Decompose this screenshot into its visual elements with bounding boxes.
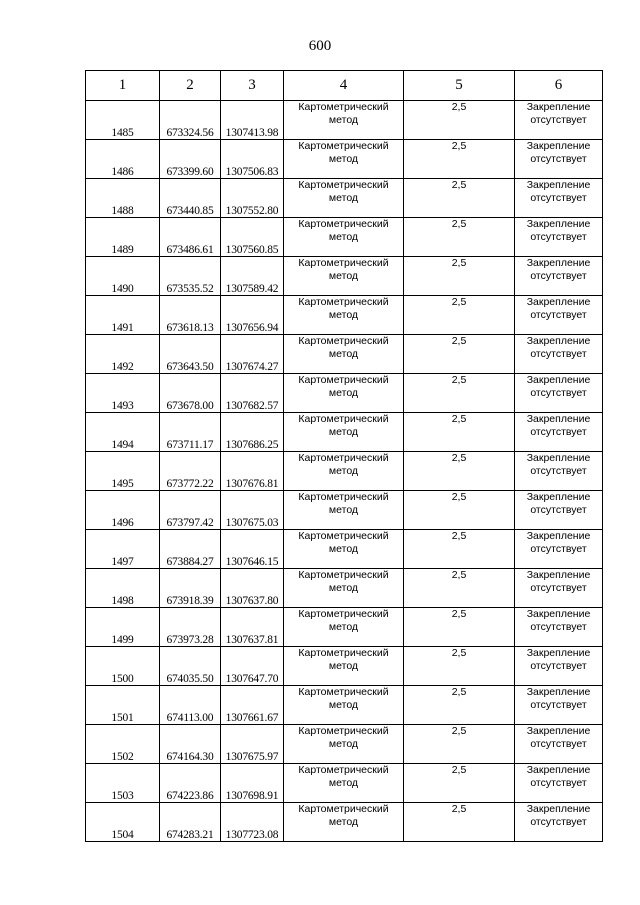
- determination-method: [284, 179, 404, 218]
- determination-method: [284, 335, 404, 374]
- method-line-2: метод: [328, 270, 359, 282]
- determination-method: [284, 803, 404, 842]
- fixing-line-1: Закрепление: [526, 530, 591, 542]
- coordinate-y: 1307637.81: [221, 608, 284, 647]
- method-line-1: Картометрический: [298, 686, 389, 698]
- coordinate-y: 1307506.83: [221, 140, 284, 179]
- point-number: 1504: [86, 803, 160, 842]
- column-header-3: 3: [221, 71, 284, 101]
- fixing-line-2: отсутствует: [530, 153, 587, 165]
- table-row: [86, 725, 603, 764]
- determination-method: [284, 647, 404, 686]
- coordinate-x: 673711.17: [160, 413, 221, 452]
- point-number: 1495: [86, 452, 160, 491]
- coordinate-y: 1307413.98: [221, 101, 284, 140]
- point-fixing: [515, 608, 603, 647]
- point-number: 1497: [86, 530, 160, 569]
- coordinate-y: 1307637.80: [221, 569, 284, 608]
- accuracy-value: 2,5: [404, 296, 515, 335]
- coordinate-x: 673535.52: [160, 257, 221, 296]
- fixing-line-2: отсутствует: [530, 660, 587, 672]
- table-row: [86, 764, 603, 803]
- coordinate-x: 673618.13: [160, 296, 221, 335]
- fixing-line-2: отсутствует: [530, 270, 587, 282]
- point-number: 1499: [86, 608, 160, 647]
- fixing-line-1: Закрепление: [526, 803, 591, 815]
- accuracy-value: 2,5: [404, 647, 515, 686]
- method-line-2: метод: [328, 309, 359, 321]
- point-fixing: [515, 803, 603, 842]
- method-line-2: метод: [328, 504, 359, 516]
- determination-method: [284, 296, 404, 335]
- point-fixing: [515, 491, 603, 530]
- determination-method: [284, 218, 404, 257]
- point-fixing: [515, 764, 603, 803]
- coordinate-y: 1307560.85: [221, 218, 284, 257]
- column-header-1: 1: [86, 71, 160, 101]
- fixing-line-2: отсутствует: [530, 387, 587, 399]
- point-fixing: [515, 686, 603, 725]
- method-line-2: метод: [328, 153, 359, 165]
- method-line-2: метод: [328, 816, 359, 828]
- fixing-line-2: отсутствует: [530, 348, 587, 360]
- point-fixing: [515, 413, 603, 452]
- determination-method: [284, 140, 404, 179]
- method-line-2: метод: [328, 621, 359, 633]
- method-line-2: метод: [328, 387, 359, 399]
- point-fixing: [515, 647, 603, 686]
- fixing-line-2: отсутствует: [530, 582, 587, 594]
- point-number: 1486: [86, 140, 160, 179]
- accuracy-value: 2,5: [404, 569, 515, 608]
- point-number: 1500: [86, 647, 160, 686]
- point-number: 1488: [86, 179, 160, 218]
- coordinate-y: 1307676.81: [221, 452, 284, 491]
- method-line-1: Картометрический: [298, 413, 389, 425]
- fixing-line-2: отсутствует: [530, 504, 587, 516]
- table-row: [86, 530, 603, 569]
- coordinate-x: 674223.86: [160, 764, 221, 803]
- table-row: [86, 374, 603, 413]
- coordinate-x: 673440.85: [160, 179, 221, 218]
- table-header-row: [86, 71, 603, 101]
- fixing-line-1: Закрепление: [526, 647, 591, 659]
- coordinate-y: 1307686.25: [221, 413, 284, 452]
- page-number: 600: [308, 38, 332, 54]
- point-fixing: [515, 569, 603, 608]
- coordinate-x: 674164.30: [160, 725, 221, 764]
- coordinate-x: 673643.50: [160, 335, 221, 374]
- coordinate-y: 1307675.97: [221, 725, 284, 764]
- method-line-2: метод: [328, 738, 359, 750]
- fixing-line-2: отсутствует: [530, 621, 587, 633]
- determination-method: [284, 764, 404, 803]
- accuracy-value: 2,5: [404, 140, 515, 179]
- method-line-1: Картометрический: [298, 647, 389, 659]
- accuracy-value: 2,5: [404, 764, 515, 803]
- point-fixing: [515, 101, 603, 140]
- fixing-line-2: отсутствует: [530, 816, 587, 828]
- fixing-line-1: Закрепление: [526, 491, 591, 503]
- table-row: [86, 686, 603, 725]
- method-line-1: Картометрический: [298, 218, 389, 230]
- table-row: [86, 413, 603, 452]
- accuracy-value: 2,5: [404, 803, 515, 842]
- fixing-line-2: отсутствует: [530, 192, 587, 204]
- point-number: 1492: [86, 335, 160, 374]
- fixing-line-1: Закрепление: [526, 335, 591, 347]
- fixing-line-2: отсутствует: [530, 465, 587, 477]
- point-number: 1498: [86, 569, 160, 608]
- method-line-2: метод: [328, 348, 359, 360]
- point-fixing: [515, 218, 603, 257]
- method-line-1: Картометрический: [298, 569, 389, 581]
- point-fixing: [515, 725, 603, 764]
- fixing-line-1: Закрепление: [526, 725, 591, 737]
- point-number: 1491: [86, 296, 160, 335]
- determination-method: [284, 101, 404, 140]
- coordinate-x: 673772.22: [160, 452, 221, 491]
- method-line-2: метод: [328, 426, 359, 438]
- fixing-line-1: Закрепление: [526, 569, 591, 581]
- method-line-1: Картометрический: [298, 257, 389, 269]
- accuracy-value: 2,5: [404, 413, 515, 452]
- table-row: [86, 335, 603, 374]
- accuracy-value: 2,5: [404, 608, 515, 647]
- point-fixing: [515, 374, 603, 413]
- determination-method: [284, 608, 404, 647]
- determination-method: [284, 257, 404, 296]
- point-number: 1502: [86, 725, 160, 764]
- table-row: [86, 218, 603, 257]
- coordinate-y: 1307723.08: [221, 803, 284, 842]
- table-row: [86, 647, 603, 686]
- coordinate-x: 673399.60: [160, 140, 221, 179]
- coordinate-x: 674035.50: [160, 647, 221, 686]
- point-fixing: [515, 140, 603, 179]
- accuracy-value: 2,5: [404, 335, 515, 374]
- point-number: 1493: [86, 374, 160, 413]
- coordinate-x: 673797.42: [160, 491, 221, 530]
- table-row: [86, 101, 603, 140]
- fixing-line-2: отсутствует: [530, 426, 587, 438]
- column-header-5: 5: [404, 71, 515, 101]
- coordinate-y: 1307661.67: [221, 686, 284, 725]
- coordinate-y: 1307647.70: [221, 647, 284, 686]
- coordinate-x: 673486.61: [160, 218, 221, 257]
- column-header-2: 2: [160, 71, 221, 101]
- coordinate-y: 1307698.91: [221, 764, 284, 803]
- point-number: 1494: [86, 413, 160, 452]
- point-fixing: [515, 335, 603, 374]
- fixing-line-1: Закрепление: [526, 764, 591, 776]
- fixing-line-2: отсутствует: [530, 231, 587, 243]
- method-line-1: Картометрический: [298, 530, 389, 542]
- table-row: [86, 296, 603, 335]
- accuracy-value: 2,5: [404, 530, 515, 569]
- accuracy-value: 2,5: [404, 374, 515, 413]
- determination-method: [284, 569, 404, 608]
- accuracy-value: 2,5: [404, 452, 515, 491]
- point-number: 1489: [86, 218, 160, 257]
- method-line-1: Картометрический: [298, 140, 389, 152]
- table-row: [86, 608, 603, 647]
- coordinate-x: 673884.27: [160, 530, 221, 569]
- point-fixing: [515, 452, 603, 491]
- fixing-line-1: Закрепление: [526, 686, 591, 698]
- table-row: [86, 491, 603, 530]
- method-line-1: Картометрический: [298, 803, 389, 815]
- method-line-2: метод: [328, 192, 359, 204]
- coordinate-x: 673918.39: [160, 569, 221, 608]
- method-line-1: Картометрический: [298, 296, 389, 308]
- fixing-line-1: Закрепление: [526, 413, 591, 425]
- determination-method: [284, 413, 404, 452]
- method-line-2: метод: [328, 465, 359, 477]
- method-line-2: метод: [328, 699, 359, 711]
- coordinate-y: 1307656.94: [221, 296, 284, 335]
- method-line-1: Картометрический: [298, 764, 389, 776]
- table-row: [86, 569, 603, 608]
- fixing-line-1: Закрепление: [526, 374, 591, 386]
- accuracy-value: 2,5: [404, 725, 515, 764]
- fixing-line-1: Закрепление: [526, 179, 591, 191]
- point-number: 1496: [86, 491, 160, 530]
- method-line-2: метод: [328, 660, 359, 672]
- method-line-1: Картометрический: [298, 335, 389, 347]
- point-fixing: [515, 296, 603, 335]
- method-line-1: Картометрический: [298, 491, 389, 503]
- accuracy-value: 2,5: [404, 257, 515, 296]
- fixing-line-2: отсутствует: [530, 309, 587, 321]
- accuracy-value: 2,5: [404, 218, 515, 257]
- fixing-line-2: отсутствует: [530, 738, 587, 750]
- accuracy-value: 2,5: [404, 179, 515, 218]
- fixing-line-2: отсутствует: [530, 543, 587, 555]
- method-line-1: Картометрический: [298, 179, 389, 191]
- determination-method: [284, 725, 404, 764]
- coordinates-table: [85, 70, 603, 842]
- method-line-1: Картометрический: [298, 608, 389, 620]
- point-fixing: [515, 179, 603, 218]
- accuracy-value: 2,5: [404, 686, 515, 725]
- coordinate-y: 1307552.80: [221, 179, 284, 218]
- method-line-2: метод: [328, 777, 359, 789]
- table-row: [86, 803, 603, 842]
- fixing-line-2: отсутствует: [530, 699, 587, 711]
- fixing-line-1: Закрепление: [526, 140, 591, 152]
- coordinate-y: 1307646.15: [221, 530, 284, 569]
- accuracy-value: 2,5: [404, 491, 515, 530]
- fixing-line-1: Закрепление: [526, 452, 591, 464]
- table-row: [86, 140, 603, 179]
- column-header-4: 4: [284, 71, 404, 101]
- point-fixing: [515, 530, 603, 569]
- coordinate-x: 673678.00: [160, 374, 221, 413]
- method-line-2: метод: [328, 114, 359, 126]
- method-line-1: Картометрический: [298, 725, 389, 737]
- point-number: 1485: [86, 101, 160, 140]
- method-line-1: Картометрический: [298, 452, 389, 464]
- fixing-line-1: Закрепление: [526, 218, 591, 230]
- method-line-2: метод: [328, 543, 359, 555]
- coordinate-y: 1307589.42: [221, 257, 284, 296]
- table-row: [86, 452, 603, 491]
- coordinate-y: 1307682.57: [221, 374, 284, 413]
- fixing-line-2: отсутствует: [530, 777, 587, 789]
- method-line-2: метод: [328, 231, 359, 243]
- point-number: 1501: [86, 686, 160, 725]
- coordinate-y: 1307675.03: [221, 491, 284, 530]
- determination-method: [284, 374, 404, 413]
- method-line-1: Картометрический: [298, 101, 389, 113]
- point-number: 1503: [86, 764, 160, 803]
- fixing-line-1: Закрепление: [526, 608, 591, 620]
- coordinate-x: 673973.28: [160, 608, 221, 647]
- fixing-line-1: Закрепление: [526, 257, 591, 269]
- determination-method: [284, 452, 404, 491]
- determination-method: [284, 686, 404, 725]
- coordinate-x: 674283.21: [160, 803, 221, 842]
- method-line-2: метод: [328, 582, 359, 594]
- point-number: 1490: [86, 257, 160, 296]
- accuracy-value: 2,5: [404, 101, 515, 140]
- column-header-6: 6: [515, 71, 603, 101]
- table-row: [86, 179, 603, 218]
- fixing-line-2: отсутствует: [530, 114, 587, 126]
- method-line-1: Картометрический: [298, 374, 389, 386]
- coordinate-x: 674113.00: [160, 686, 221, 725]
- fixing-line-1: Закрепление: [526, 296, 591, 308]
- determination-method: [284, 530, 404, 569]
- coordinate-x: 673324.56: [160, 101, 221, 140]
- determination-method: [284, 491, 404, 530]
- fixing-line-1: Закрепление: [526, 101, 591, 113]
- point-fixing: [515, 257, 603, 296]
- coordinate-y: 1307674.27: [221, 335, 284, 374]
- table-row: [86, 257, 603, 296]
